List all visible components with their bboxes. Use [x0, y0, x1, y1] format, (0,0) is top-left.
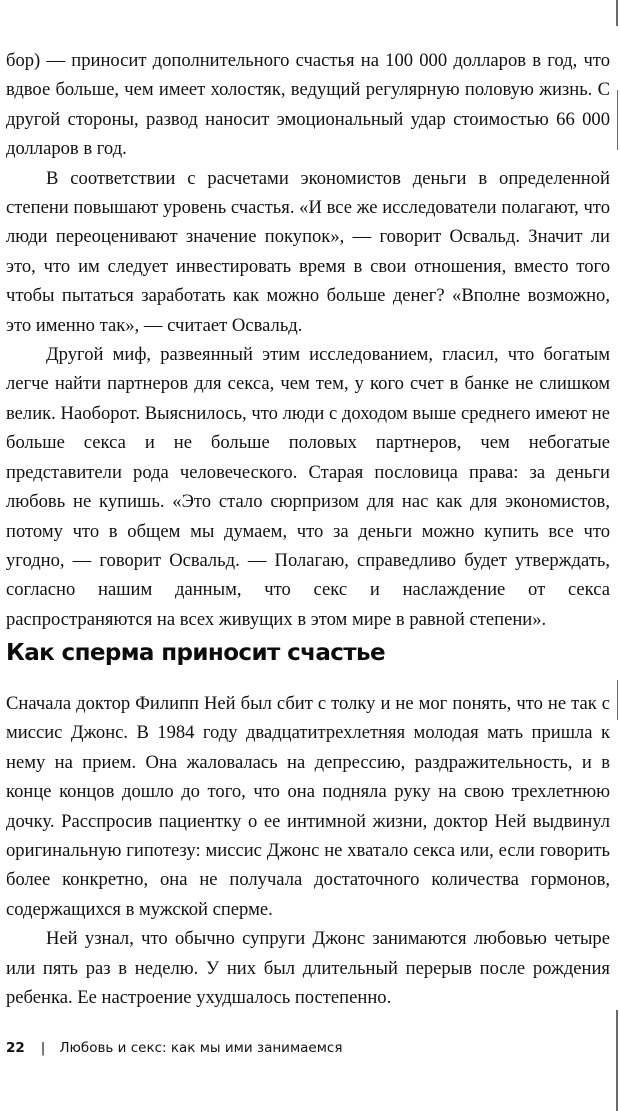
body-text-bottom	[6, 689, 610, 1012]
running-title: Любовь и секс: как мы ими занимаемся	[59, 1040, 343, 1056]
body-text-top	[6, 46, 610, 634]
paragraph: Сначала доктор Филипп Ней был сбит с толку и не мог понять, что не так с миссис Джонс. В 1984 году двадцатитрехлетняя молодая мать пришла к нему на прием. Она жаловалась на депрессию, раздражительность, и в конце концов дошло до того, что она подняла руку на свою трехлетнюю дочку. Расспросив пациентку о ее интимной жизни, доктор Ней выдвинул оригинальную гипотезу: миссис Джонс не хватало секса или, если говорить более конкретно, она не получала достаточного количества гормонов, содержащихся в мужской сперме.	[6, 693, 610, 920]
section-heading: Как сперма приносит счастье	[6, 640, 385, 666]
paragraph: В соответствии с расчетами экономистов деньги в определенной степени повышают уровень счастья. «И все же исследователи полагают, что люди переоценивают значение покупок», — говорит Освальд. Значит ли это, что им следует инвестировать время в свои отношения, вместо того чтобы пытаться заработать как можно больше денег? «Вполне возможно, это именно так», — считает Освальд.	[6, 167, 610, 336]
scan-edge-mark	[616, 1010, 618, 1111]
scan-edge-mark	[617, 90, 618, 150]
paragraph: Ней узнал, что обычно супруги Джонс занимаются любовью четыре или пять раз в неделю. У них был длительный перерыв после рождения ребенка. Ее настроение ухудшалось постепенно.	[6, 928, 610, 1009]
paragraph: Другой миф, развеянный этим исследованием, гласил, что богатым легче найти партнеров для секса, чем тем, у кого счет в банке не слишком велик. Наоборот. Выяснилось, что люди с доходом выше среднего имеют не больше секса и не больше половых партнеров, чем небогатые представители рода человеческого. Старая пословица права: за деньги любовь не купишь. «Это стало сюрпризом для нас как для экономистов, потому что в общем мы думаем, что за деньги можно купить все что угодно, — говорит Освальд. — Полагаю, справедливо будет утверждать, согласно нашим данным, что секс и наслаждение от секса распространяются на всех живущих в этом мире в равной степени».	[6, 344, 610, 630]
scan-edge-mark	[616, 0, 618, 26]
footer-separator: |	[40, 1040, 46, 1056]
scan-edge-mark	[617, 680, 618, 720]
paragraph: бор) — приносит дополнительного счастья на 100 000 долларов в год, что вдвое больше, чем имеет холостяк, ведущий регулярную половую жизнь. С другой стороны, развод наносит эмоциональный удар стоимостью 66 000 долларов в год.	[6, 50, 610, 160]
page-footer	[6, 1040, 342, 1056]
page-number: 22	[6, 1040, 25, 1056]
